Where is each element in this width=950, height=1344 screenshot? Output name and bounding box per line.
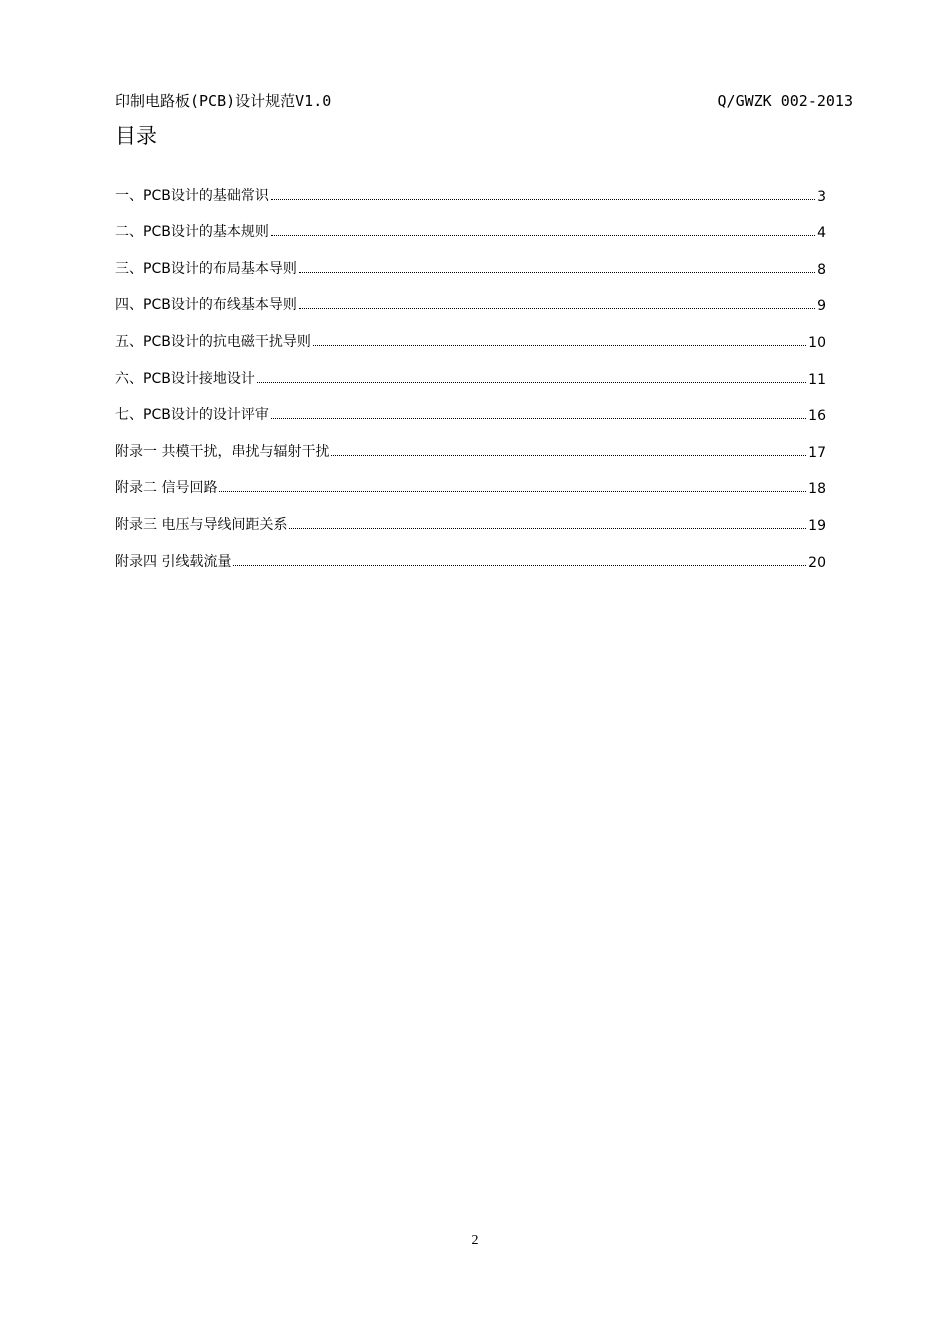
toc-entry[interactable] [115,534,826,571]
toc-entry[interactable] [115,168,826,205]
toc-entry-label: 三、PCB设计的布局基本导则 [115,260,297,277]
toc-entry-label: 附录一 共模干扰，串扰与辐射干扰 [115,443,330,460]
dot-leader [299,272,815,273]
dot-leader [299,308,815,309]
toc-entry[interactable] [115,205,826,242]
toc-entry-label: 六、PCB设计接地设计 [115,370,255,387]
dot-leader [271,199,815,200]
dot-leader [331,455,806,456]
toc-entry[interactable] [115,461,826,498]
toc-entry-page: 20 [808,554,826,571]
toc-entry-label: 附录四 引线载流量 [115,553,232,570]
toc-entry[interactable] [115,424,826,461]
page-number: 2 [471,1233,479,1248]
dot-leader [271,235,815,236]
dot-leader [233,565,806,566]
page-header [115,90,853,112]
toc-entry-label: 七、PCB设计的设计评审 [115,407,269,424]
toc-entry-label: 五、PCB设计的抗电磁干扰导则 [115,333,311,350]
toc-entry[interactable] [115,314,826,351]
toc-entry-page: 3 [817,188,826,205]
toc-entry-label: 四、PCB设计的布线基本导则 [115,297,297,314]
toc-heading: 目录 [115,124,157,148]
dot-leader [219,491,806,492]
toc-entry-page: 8 [817,261,826,278]
document-code: Q/GWZK 002-2013 [717,92,853,110]
toc-entry-page: 18 [808,481,826,498]
toc-entry[interactable] [115,388,826,425]
toc-entry-page: 4 [817,225,826,242]
dot-leader [271,418,806,419]
toc-entry-page: 19 [808,517,826,534]
toc-entry-label: 附录二 信号回路 [115,480,218,497]
dot-leader [257,382,806,383]
toc-entry-label: 二、PCB设计的基本规则 [115,224,269,241]
toc-entry[interactable] [115,497,826,534]
table-of-contents [115,168,826,571]
toc-entry[interactable] [115,351,826,388]
dot-leader [313,345,806,346]
toc-entry-page: 11 [808,371,826,388]
document-title: 印制电路板(PCB)设计规范V1.0 [115,92,332,110]
dot-leader [289,528,806,529]
toc-entry-page: 17 [808,444,826,461]
toc-entry-page: 10 [808,334,826,351]
toc-entry-page: 9 [817,298,826,315]
toc-entry-label: 一、PCB设计的基础常识 [115,187,269,204]
toc-entry[interactable] [115,241,826,278]
toc-entry-label: 附录三 电压与导线间距关系 [115,516,288,533]
toc-entry-page: 16 [808,408,826,425]
toc-entry[interactable] [115,278,826,315]
